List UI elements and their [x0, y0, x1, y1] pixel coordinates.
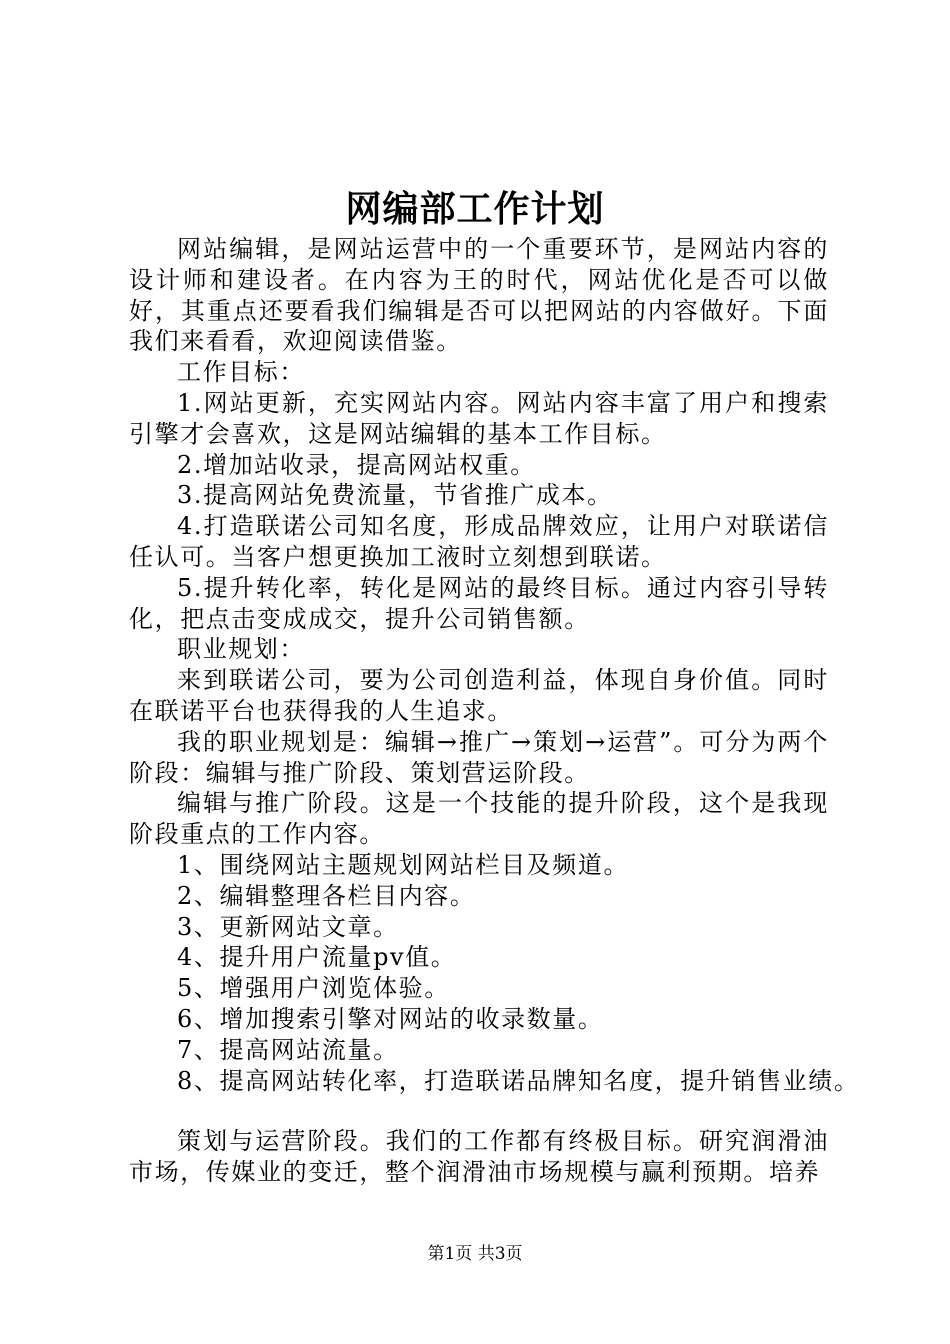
- paragraph-goal-2: 2.增加站收录，提高网站权重。: [177, 450, 536, 479]
- paragraph-career-intro: 来到联诺公司，要为公司创造利益，体现自身价值。同时在联诺平台也获得我的人生追求。: [129, 666, 829, 725]
- paragraph-goal-5: 5.提升转化率，转化是网站的最终目标。通过内容引导转化，把点击变成成交，提升公司销售额。: [129, 573, 829, 633]
- paragraph-career-plan: 我的职业规划是：编辑→推广→策划→运营”。可分为两个阶段：编辑与推广阶段、策划营运阶段。: [129, 727, 829, 787]
- paragraph-goal-3: 3.提高网站免费流量，节省推广成本。: [177, 481, 613, 510]
- paragraph-goal-4: 4.打造联诺公司知名度，形成品牌效应，让用户对联诺信任认可。当客户想更换加工液时立刻想到联诺。: [129, 512, 829, 571]
- paragraph-heading-career: 职业规划：: [177, 635, 305, 664]
- paragraph-task-3: 3、更新网站文章。: [177, 912, 399, 941]
- paragraph-planning-stage: 策划与运营阶段。我们的工作都有终极目标。研究润滑油市场，传媒业的变迁，整个润滑油市场规模与赢利预期。培养: [129, 1127, 829, 1187]
- paragraph-task-5: 5、增强用户浏览体验。: [177, 974, 450, 1003]
- paragraph-task-2: 2、编辑整理各栏目内容。: [177, 881, 476, 910]
- paragraph-task-8: 8、提高网站转化率，打造联诺品牌知名度，提升销售业绩。: [177, 1066, 860, 1095]
- paragraph-goal-1: 1.网站更新，充实网站内容。网站内容丰富了用户和搜索引擎才会喜欢，这是网站编辑的基本工作目标。: [129, 388, 829, 448]
- page-footer: 第1页 共3页: [427, 1244, 523, 1264]
- paragraph-task-6: 6、增加搜索引擎对网站的收录数量。: [177, 1004, 604, 1033]
- document-body: [129, 234, 860, 1188]
- paragraph-editing-stage: 编辑与推广阶段。这是一个技能的提升阶段，这个是我现阶段重点的工作内容。: [129, 789, 829, 849]
- paragraph-task-7: 7、提高网站流量。: [177, 1035, 399, 1064]
- paragraph-task-1: 1、围绕网站主题规划网站栏目及频道。: [177, 850, 630, 879]
- paragraph-task-4: 4、提升用户流量pv值。: [177, 943, 457, 972]
- paragraph-heading-goals: 工作目标：: [177, 358, 305, 387]
- document-title: 网编部工作计划: [345, 188, 605, 230]
- paragraph-intro: 网站编辑，是网站运营中的一个重要环节，是网站内容的设计师和建设者。在内容为王的时代，网站优化是否可以做好，其重点还要看我们编辑是否可以把网站的内容做好。下面我们来看看，欢迎阅读借鉴。: [129, 235, 829, 356]
